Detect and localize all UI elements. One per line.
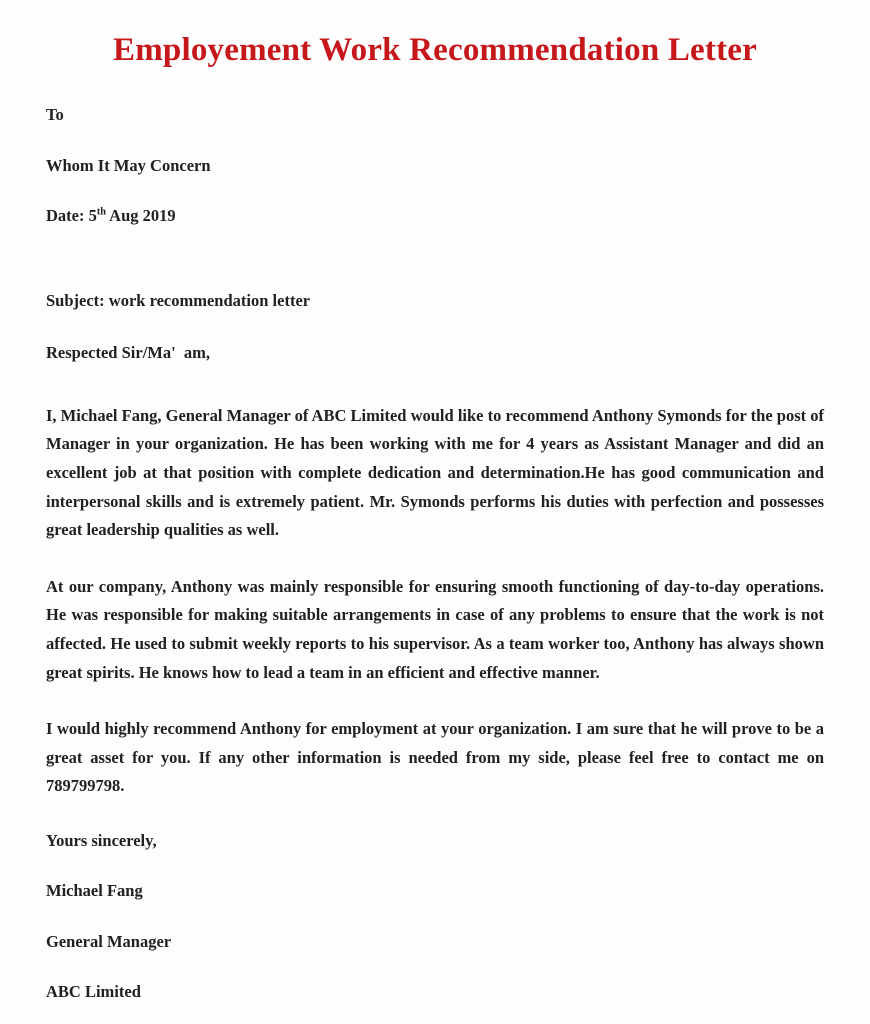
body-paragraph-3: I would highly recommend Anthony for employment at your organization. I am sure that he will prove to be a great asset for you. If any other information is needed from my side, please feel free to contact me on 789799798. — [46, 719, 824, 796]
body-paragraph-1: I, Michael Fang, General Manager of ABC Limited would like to recommend Anthony Symonds for the post of Manager in your organization. He has been working with me for 4 years as Assistant Manager and did an excellent job at that position with complete dedication and determination.He has good communication and interpersonal skills and is extremely patient. Mr. Symonds performs his duties with perfection and possesses great leadership qualities as well. — [46, 405, 824, 540]
addressee-label: To — [46, 105, 64, 125]
closing-line: Yours sincerely, — [46, 830, 157, 850]
date-line — [46, 208, 824, 225]
page-title: Employement Work Recommendation Letter — [113, 32, 757, 68]
salutation-line: Respected Sir/Ma' am, — [46, 343, 211, 363]
signer-role: General Manager — [46, 931, 172, 951]
body-paragraph-2: At our company, Anthony was mainly responsible for ensuring smooth functioning of day-to-day operations. He was responsible for making suitable arrangements in case of any problems to ensure that the work is not affected. He used to submit weekly reports to his supervisor. As a team worker too, Anthony has always shown great spirits. He knows how to lead a team in an efficient and effective manner. — [46, 576, 824, 682]
letter-body — [0, 107, 870, 1001]
date-ordinal-suffix: th — [96, 206, 106, 218]
signer-name: Michael Fang — [46, 881, 143, 901]
signer-organization: ABC Limited — [46, 982, 141, 1002]
date-rest: Aug 2019 — [105, 206, 176, 226]
subject-line: Subject: work recommendation letter — [46, 290, 311, 310]
date-label: Date: 5 — [46, 206, 97, 226]
addressee-line: Whom It May Concern — [46, 155, 211, 175]
